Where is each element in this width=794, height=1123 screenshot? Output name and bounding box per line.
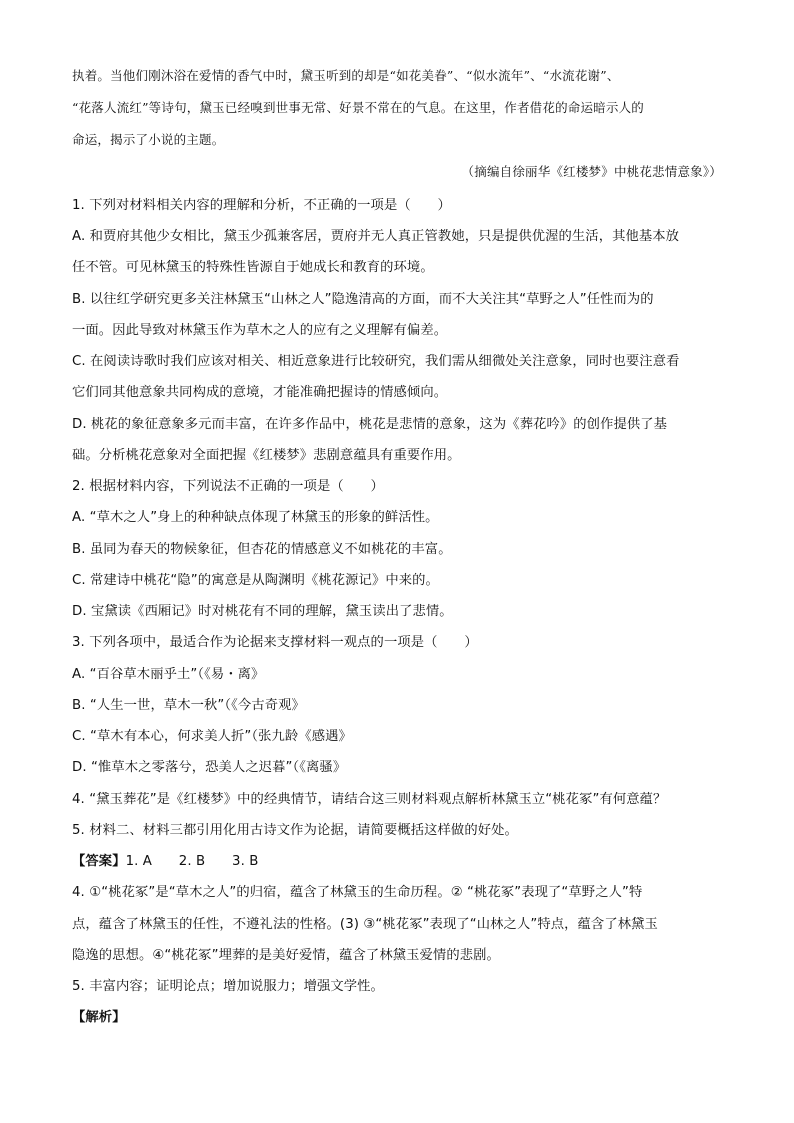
analysis-label: 【解析】 <box>72 1010 126 1025</box>
question-4-stem: 4. “黛玉葬花”是《红楼梦》中的经典情节，请结合这三则材料观点解析林黛玉立“桃花冢”有何意蕴？ <box>72 792 667 807</box>
answer-q4-line-1: 4. ①“桃花冢”是“草木之人”的归宿，蕴含了林黛玉的生命历程。② “桃花冢”表现了“草野之人”特 <box>72 885 643 900</box>
question-1-option-a-line-2: 任不管。可见林黛玉的特殊性皆源自于她成长和教育的环境。 <box>72 260 434 275</box>
question-2-option-b: B. 虽同为春天的物候象征，但杏花的情感意义不如桃花的丰富。 <box>72 542 452 557</box>
question-3-option-b: B. “人生一世，草木一秋”（《今古奇观》 <box>72 698 305 713</box>
question-2-option-d: D. 宝黛读《西厢记》时对桃花有不同的理解，黛玉读出了悲情。 <box>72 604 453 619</box>
question-1-option-b-line-1: B. 以往红学研究更多关注林黛玉“山林之人”隐逸清高的方面，而不大关注其“草野之人”任性而为的 <box>72 292 654 307</box>
question-1-option-d-line-2: 础。分析桃花意象对全面把握《红楼梦》悲剧意蕴具有重要作用。 <box>72 448 461 463</box>
passage-source: （摘编自徐丽华《红楼梦》中桃花悲情意象》） <box>461 164 722 179</box>
question-2-stem: 2. 根据材料内容，下列说法不正确的一项是（ ） <box>72 479 384 494</box>
question-2-option-a: A. “草木之人”身上的种种缺点体现了林黛玉的形象的鲜活性。 <box>72 510 439 525</box>
passage-line-1: 执着。当他们刚沐浴在爱情的香气中时，黛玉听到的却是“如花美眷”、“似水流年”、“水流花谢”、 <box>72 68 620 83</box>
answer-q4-line-2: 点，蕴含了林黛玉的任性，不遵礼法的性格。(3) ③“桃花冢”表现了“山林之人”特点，蕴含了林黛玉 <box>72 917 658 932</box>
question-2-option-c: C. 常建诗中桃花“隐”的寓意是从陶渊明《桃花源记》中来的。 <box>72 573 439 588</box>
question-3-option-c: C. “草木有本心，何求美人折”（张九龄《感遇》 <box>72 729 352 744</box>
question-1-stem: 1. 下列对材料相关内容的理解和分析，不正确的一项是（ ） <box>72 198 451 213</box>
question-1-option-d-line-1: D. 桃花的象征意象多元而丰富，在许多作品中，桃花是悲情的意象，这为《葬花吟》的创作提供了基 <box>72 417 668 432</box>
passage-line-3: 命运，揭示了小说的主题。 <box>72 132 225 147</box>
answer-multiple-choice: 1. A 2. B 3. B <box>125 854 259 869</box>
question-3-option-d: D. “惟草木之零落兮，恐美人之迟暮”（《离骚》 <box>72 760 347 775</box>
question-1-option-a-line-1: A. 和贾府其他少女相比，黛玉少孤兼客居，贾府并无人真正管教她，只是提供优渥的生活，其他基本放 <box>72 229 680 244</box>
question-1-option-c-line-1: C. 在阅读诗歌时我们应该对相关、相近意象进行比较研究，我们需从细微处关注意象，同时也要注意看 <box>72 354 680 369</box>
passage-line-2: “花落人流红”等诗句，黛玉已经嗅到世事无常、好景不常在的气息。在这里，作者借花的命运暗示人的 <box>72 100 644 115</box>
question-5-stem: 5. 材料二、材料三都引用化用古诗文作为论据，请简要概括这样做的好处。 <box>72 823 518 838</box>
question-1-option-b-line-2: 一面。因此导致对林黛玉作为草木之人的应有之义理解有偏差。 <box>72 323 448 338</box>
answer-row <box>72 850 722 869</box>
answer-q5: 5. 丰富内容；证明论点；增加说服力；增强文学性。 <box>72 979 384 994</box>
answer-label: 【答案】 <box>72 854 126 869</box>
question-3-option-a: A. “百谷草木丽乎土”（《易・离》 <box>72 667 265 682</box>
question-3-stem: 3. 下列各项中，最适合作为论据来支撑材料一观点的一项是（ ） <box>72 635 478 650</box>
answer-q4-line-3: 隐逸的思想。④“桃花冢”埋葬的是美好爱情，蕴含了林黛玉爱情的悲剧。 <box>72 948 500 963</box>
question-1-option-c-line-2: 它们同其他意象共同构成的意境，才能准确把握诗的情感倾向。 <box>72 385 448 400</box>
